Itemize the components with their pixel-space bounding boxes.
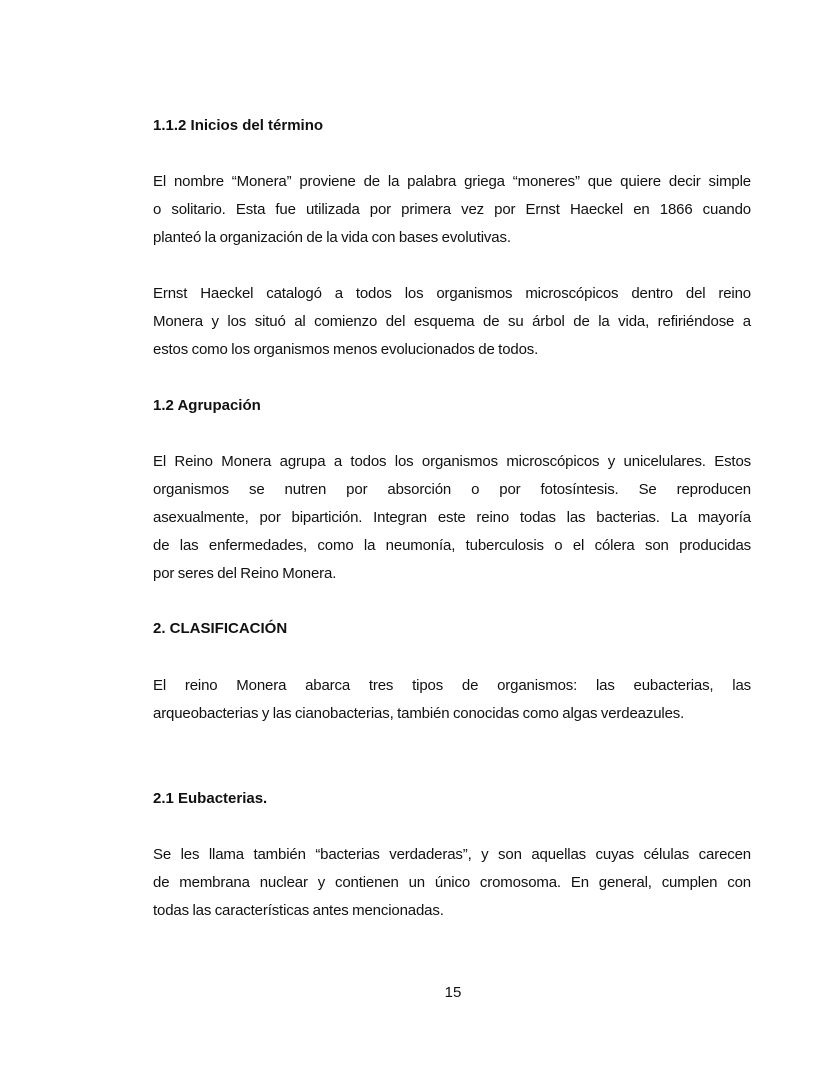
paragraph-origen-nombre: [153, 168, 751, 252]
text-line: o solitario. Esta fue utilizada por primera vez por Ernst Haeckel en 1866 cuando: [153, 201, 751, 218]
text-line: estos como los organismos menos evolucionados de todos.: [153, 341, 539, 358]
text-line: por seres del Reino Monera.: [153, 565, 337, 582]
text-line: El Reino Monera agrupa a todos los organismos microscópicos y unicelulares. Estos: [153, 453, 751, 470]
paragraph-agrupacion: [153, 448, 751, 588]
text-line: planteó la organización de la vida con bases evolutivas.: [153, 229, 511, 246]
text-line: todas las características antes mencionadas.: [153, 902, 444, 919]
heading-eubacterias: 2.1 Eubacterias.: [153, 790, 268, 807]
heading-inicios-del-termino: 1.1.2 Inicios del término: [153, 117, 324, 134]
paragraph-eubacterias: [153, 841, 751, 925]
text-line: Ernst Haeckel catalogó a todos los organismos microscópicos dentro del reino: [153, 285, 751, 302]
text-line: organismos se nutren por absorción o por fotosíntesis. Se reproducen: [153, 481, 751, 498]
text-line: El nombre “Monera” proviene de la palabra griega “moneres” que quiere decir simple: [153, 173, 751, 190]
text-line: arqueobacterias y las cianobacterias, también conocidas como algas verdeazules.: [153, 705, 685, 722]
text-line: Monera y los situó al comienzo del esquema de su árbol de la vida, refiriéndose a: [153, 313, 751, 330]
heading-agrupacion: 1.2 Agrupación: [153, 397, 261, 414]
text-line: Se les llama también “bacterias verdaderas”, y son aquellas cuyas células carecen: [153, 846, 751, 863]
heading-clasificacion: 2. CLASIFICACIÓN: [153, 620, 288, 637]
text-line: El reino Monera abarca tres tipos de organismos: las eubacterias, las: [153, 677, 751, 694]
paragraph-clasificacion: [153, 672, 751, 728]
text-line: asexualmente, por bipartición. Integran este reino todas las bacterias. La mayoría: [153, 509, 751, 526]
page-number: 15: [444, 984, 462, 1001]
text-line: de membrana nuclear y contienen un único cromosoma. En general, cumplen con: [153, 874, 751, 891]
paragraph-haeckel: [153, 280, 751, 364]
text-line: de las enfermedades, como la neumonía, tuberculosis o el cólera son producidas: [153, 537, 751, 554]
